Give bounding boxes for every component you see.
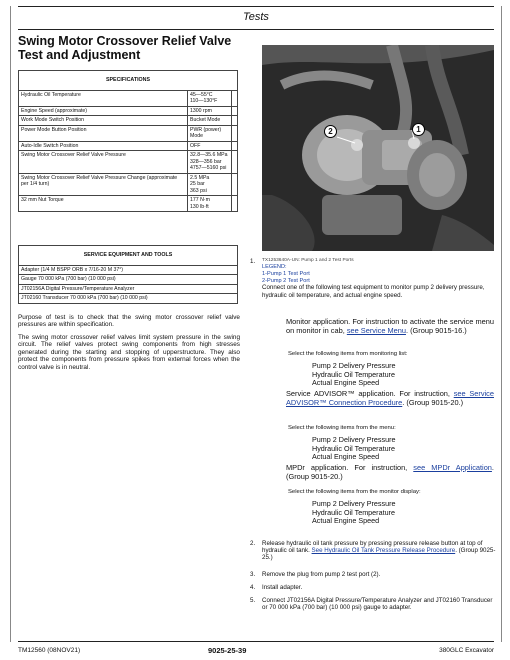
step-text: Connect JT02156A Digital Pressure/Temperature Analyzer and JT02160 Transducer or 70 000 kPa (700 bar) (10 000 psi) gauge to adapter. <box>262 597 493 612</box>
table-row <box>19 151 238 174</box>
list-item: Pump 2 Delivery Pressure <box>312 361 396 370</box>
tank-pressure-release-link[interactable]: See Hydraulic Oil Tank Pressure Release Procedure <box>311 547 456 555</box>
advisor-select-text: Select the following items from the menu: <box>288 425 396 431</box>
tools-heading: SERVICE EQUIPMENT AND TOOLS <box>19 246 238 266</box>
list-item: Hydraulic Oil Temperature <box>312 369 395 379</box>
list-item: Hydraulic Oil Temperature <box>312 507 395 517</box>
mpdr-link[interactable]: see MPDr Application <box>413 463 492 472</box>
service-menu-link[interactable]: see Service Menu <box>346 325 406 335</box>
service-tools-table <box>18 245 238 304</box>
page-footer <box>18 641 494 659</box>
figure-caption: TX1253640A-UN: Pump 1 and 2 Test Ports <box>262 258 354 263</box>
service-advisor-link[interactable]: see Service ADVISOR™ Connection Procedure <box>286 389 494 407</box>
list-item: Actual Engine Speed <box>312 516 380 526</box>
step-2 <box>250 540 496 562</box>
step-text: Install adapter. <box>262 584 303 591</box>
service-advisor-text: Service ADVISOR™ application. For instruction, see Service ADVISOR™ Connection Procedure. (Group 9015-20.) <box>286 389 494 407</box>
table-row <box>19 173 238 196</box>
list-item: Hydraulic Oil Temperature <box>312 443 395 453</box>
spec-value: 45—55°C 110—130°F <box>188 90 232 106</box>
tool-item: JT02156A Digital Pressure/Temperature Analyzer <box>19 284 238 294</box>
spec-value: Bucket Mode <box>188 116 232 126</box>
spec-value: 2.5 MPa 25 bar 363 psi <box>188 173 232 196</box>
spec-label: Swing Motor Crossover Relief Valve Pressure Change (approximate per 1/4 turn) <box>19 173 188 196</box>
tool-item: JT02160 Transducer 70 000 kPa (700 bar) (10 000 psi) <box>19 294 238 304</box>
footer-page-number: 9025-25-39 <box>208 646 247 655</box>
tool-item: Gauge 70 000 kPa (700 bar) (10 000 psi) <box>19 275 238 285</box>
table-row <box>19 196 238 212</box>
step-1-text: Connect one of the following test equipment to monitor pump 2 delivery pressure, hydraulic oil temperature, and actual engine speed. <box>262 284 485 299</box>
step-text: Remove the plug from pump 2 test port (2). <box>262 571 381 578</box>
legend-item: 1-Pump 1 Test Port <box>262 270 310 277</box>
callout-2: 2 <box>324 125 337 138</box>
list-item: Actual Engine Speed <box>312 452 380 462</box>
spec-label: Swing Motor Crossover Relief Valve Pressure <box>19 151 188 174</box>
step-4 <box>250 584 496 591</box>
table-row <box>19 116 238 126</box>
step-5 <box>250 597 496 611</box>
table-row <box>19 141 238 151</box>
monitor-select-text: Select the following items from monitoring list: <box>288 351 408 357</box>
spec-label: Work Mode Switch Position <box>19 116 188 126</box>
spec-label: Hydraulic Oil Temperature <box>19 90 188 106</box>
tool-item: Adapter (1/4 M BSPP ORB x 7/16-20 M 37°) <box>19 265 238 275</box>
specifications-table <box>18 70 238 212</box>
legend-title: LEGEND: <box>262 264 287 270</box>
step-number: 4. <box>250 584 256 591</box>
spec-value: OFF <box>188 141 232 151</box>
list-item: Pump 2 Delivery Pressure <box>312 499 396 508</box>
mpdr-select-text: Select the following items from the monitor display: <box>288 489 421 495</box>
item-list <box>312 436 492 462</box>
step-number: 1. <box>250 258 256 265</box>
figure-caption-block <box>262 258 494 299</box>
legend-item: 2-Pump 2 Test Port <box>262 277 310 284</box>
spec-value: 32.8—35.6 MPa 328—356 bar 4757—5160 psi <box>188 151 232 174</box>
table-row <box>19 106 238 116</box>
spec-value: 177 N·m 130 lb·ft <box>188 196 232 212</box>
pump-test-ports-photo <box>262 45 494 251</box>
spec-label: Auto-Idle Switch Position <box>19 141 188 151</box>
spec-value: 1300 rpm <box>188 106 232 116</box>
purpose-paragraph: Purpose of test is to check that the swing motor crossover relief valve pressures are within specification. <box>18 314 240 329</box>
step-text: Release hydraulic oil tank pressure by pressing pressure release button at top of hydraulic oil tank. See Hydraulic Oil Tank Pressure Release Procedure. (Group 9025-25.) <box>262 540 496 562</box>
specifications-heading: SPECIFICATIONS <box>19 71 238 91</box>
monitor-application-text: Monitor application. For instruction to activate the service menu on monitor in cab, see Service Menu. (Group 9015-16.) <box>286 317 494 335</box>
spec-label: Power Mode Button Position <box>19 125 188 141</box>
table-row <box>19 125 238 141</box>
step-number: 2. <box>250 540 256 547</box>
step-number: 3. <box>250 571 256 578</box>
table-row <box>19 90 238 106</box>
item-list <box>312 362 492 388</box>
running-header: Tests <box>18 6 494 30</box>
step-3 <box>250 571 496 578</box>
item-list <box>312 500 492 526</box>
page-title: Swing Motor Crossover Relief Valve Test and Adjustment <box>18 34 232 62</box>
footer-model: 380GLC Excavator <box>439 647 494 654</box>
footer-doc-id: TM12560 (08NOV21) <box>18 647 81 654</box>
pump-photo-illustration <box>262 45 494 251</box>
step-number: 5. <box>250 597 256 604</box>
spec-value: PWR (power) Mode <box>188 125 232 141</box>
spec-label: Engine Speed (approximate) <box>19 106 188 116</box>
list-item: Pump 2 Delivery Pressure <box>312 435 396 444</box>
description-paragraph: The swing motor crossover relief valves limit system pressure in the swing circuit. The relief valves protect swing components from high stresses generated during the starting and stopping of upperstructure. They also protect the components from pressure spikes from external forces when the control valve is in neutral. <box>18 334 240 371</box>
spec-label: 32 mm Nut Torque <box>19 196 188 212</box>
callout-1: 1 <box>412 123 425 136</box>
mpdr-text: MPDr application. For instruction, see MPDr Application. (Group 9015-20.) <box>286 463 494 481</box>
list-item: Actual Engine Speed <box>312 378 380 388</box>
